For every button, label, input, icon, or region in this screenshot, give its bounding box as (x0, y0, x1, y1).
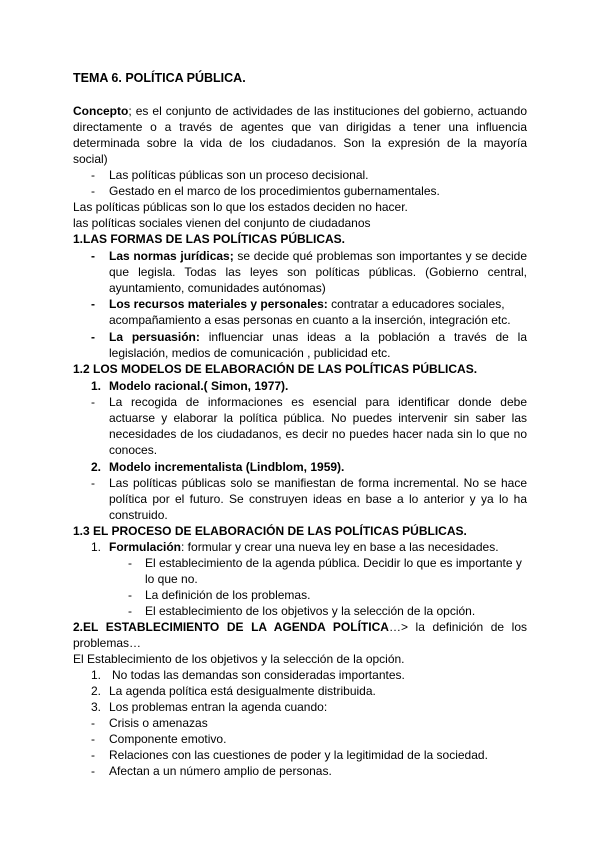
list-item: La definición de los problemas. (145, 588, 311, 602)
list-item-cont: actuarse y elaborar la política pública. No puedes intervenir sin saber las (109, 411, 527, 425)
list-item: Formulación: formular y crear una nueva ley en base a las necesidades. (109, 540, 499, 554)
concepto-line-2: directamente o a través de agentes que van dirigidas a tener una influencia (73, 120, 527, 134)
bullet-dash: - (91, 764, 95, 778)
bullet-dash: - (128, 604, 132, 618)
paragraph: El Establecimiento de los objetivos y la selección de la opción. (73, 652, 405, 666)
list-item-cont: legislación, medios de comunicación , publicidad etc. (109, 346, 391, 360)
section-heading: 2.EL ESTABLECIMIENTO DE LA AGENDA POLÍTICA…> la definición de los (73, 620, 528, 634)
list-item: No todas las demandas son consideradas importantes. (112, 668, 405, 682)
list-item: Crisis o amenazas (109, 716, 208, 730)
list-item: Los recursos materiales y personales: contratar a educadores sociales, (109, 297, 505, 311)
list-number: 1. (91, 379, 102, 393)
bullet-dash: - (91, 330, 95, 344)
list-item: La recogida de informaciones es esencial para identificar donde debe (109, 395, 527, 409)
paragraph: las políticas sociales vienen del conjunto de ciudadanos (73, 216, 371, 230)
bullet-dash: - (128, 556, 132, 570)
list-item: Componente emotivo. (109, 732, 227, 746)
bullet-dash: - (91, 748, 95, 762)
bullet-dash: - (128, 588, 132, 602)
section-heading: 1.3 EL PROCESO DE ELABORACIÓN DE LAS POLÍTICAS PÚBLICAS. (73, 524, 467, 538)
list-item: Las normas jurídicas; se decide qué problemas son importantes y se decide (109, 249, 527, 263)
concepto-label: Concepto (73, 104, 129, 118)
section-heading: 1.2 LOS MODELOS DE ELABORACIÓN DE LAS POLÍTICAS PÚBLICAS. (73, 362, 478, 376)
list-item-cont: ayuntamiento, comunidades autónomas) (109, 281, 326, 295)
list-item-cont: lo que no. (145, 572, 198, 586)
concepto-line-3: determinada sobre la vida de los ciudadanos. Son la expresión de la mayoría (73, 136, 527, 150)
list-item: Gestado en el marco de los procedimientos gubernamentales. (109, 184, 440, 198)
list-item: Las políticas públicas solo se manifiestan de forma incremental. No se hace (109, 476, 527, 490)
paragraph: problemas… (73, 636, 142, 650)
subsection-heading: Modelo incrementalista (Lindblom, 1959). (109, 460, 345, 474)
list-item-cont: política por el futuro. Se construyen ideas en base a lo anterior y ya lo ha (109, 492, 527, 506)
list-item-cont: necesidades de los ciudadanos, es decir no puedes hacer nada sin lo que no (109, 427, 527, 441)
concepto-line-4: social) (73, 152, 108, 166)
list-number: 2. (91, 460, 102, 474)
subsection-heading: Modelo racional.( Simon, 1977). (109, 379, 289, 393)
bullet-dash: - (91, 184, 95, 198)
bullet-dash: - (91, 395, 95, 409)
list-item: Los problemas entran la agenda cuando: (109, 700, 328, 714)
bullet-dash: - (91, 297, 95, 311)
list-number: 1. (91, 668, 102, 682)
list-number: 3. (91, 700, 102, 714)
document-title: TEMA 6. POLÍTICA PÚBLICA. (73, 71, 246, 85)
bullet-dash: - (91, 476, 95, 490)
bullet-dash: - (91, 716, 95, 730)
concepto-line-1: Concepto; es el conjunto de actividades de las instituciones del gobierno, actuando (73, 104, 527, 118)
bullet-dash: - (91, 168, 95, 182)
list-item-cont: que legisla. Todas las leyes son políticas públicas. (Gobierno central, (109, 265, 527, 279)
list-item: Las políticas públicas son un proceso decisional. (109, 168, 369, 182)
paragraph: Las políticas públicas son lo que los estados deciden no hacer. (73, 200, 408, 214)
list-item: El establecimiento de la agenda pública. Decidir lo que es importante y (145, 556, 522, 570)
list-item: La agenda política está desigualmente distribuida. (109, 684, 376, 698)
bullet-dash: - (91, 732, 95, 746)
list-item: La persuasión: influenciar unas ideas a la población a través de la (109, 330, 527, 344)
list-item: El establecimiento de los objetivos y la selección de la opción. (145, 604, 476, 618)
list-item: Relaciones con las cuestiones de poder y la legitimidad de la sociedad. (109, 748, 488, 762)
section-heading: 1.LAS FORMAS DE LAS POLÍTICAS PÚBLICAS. (73, 232, 346, 246)
list-item-cont: acompañamiento a esas personas en cuanto a la inserción, integración etc. (109, 313, 511, 327)
list-number: 2. (91, 684, 102, 698)
list-item: Afectan a un número amplio de personas. (109, 764, 332, 778)
list-item-cont: construido. (109, 508, 168, 522)
list-number: 1. (91, 540, 102, 554)
list-item-cont: conoces. (109, 443, 158, 457)
bullet-dash: - (91, 249, 95, 263)
